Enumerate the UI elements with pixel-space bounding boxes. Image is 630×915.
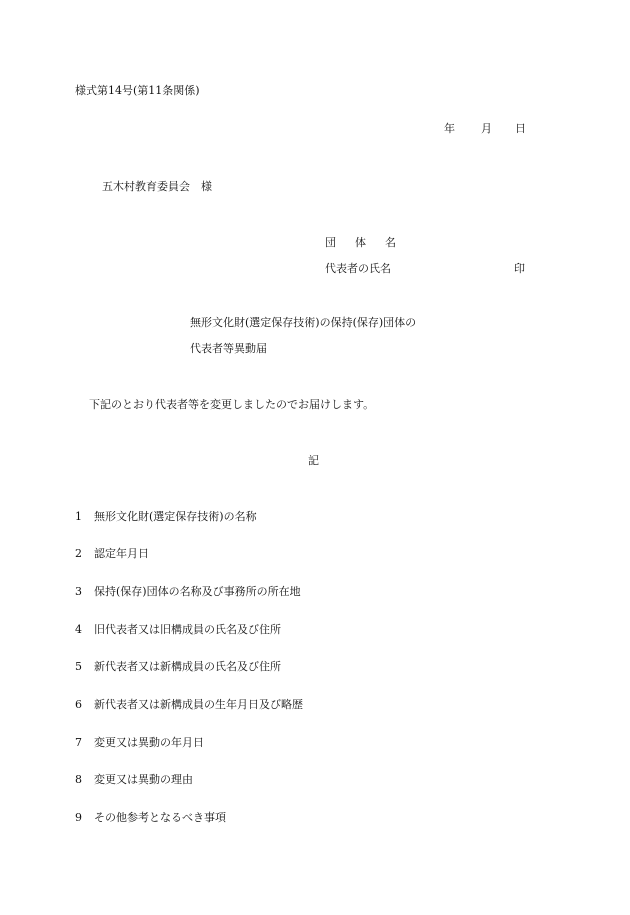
item-text: 認定年月日 xyxy=(94,547,149,560)
list-item xyxy=(75,510,257,524)
item-number: 3 xyxy=(75,585,82,598)
list-item xyxy=(75,811,226,825)
list-item xyxy=(75,547,149,561)
group-name-label-3: 名 xyxy=(385,236,396,249)
item-text: 保持(保存)団体の名称及び事務所の所在地 xyxy=(94,585,301,598)
date-year-label: 年 xyxy=(444,122,455,135)
document-title-line-2: 代表者等異動届 xyxy=(190,342,267,355)
item-number: 5 xyxy=(75,660,82,673)
item-number: 1 xyxy=(75,510,82,523)
item-text: 新代表者又は新構成員の氏名及び住所 xyxy=(94,660,281,673)
form-number: 様式第14号(第11条関係) xyxy=(75,84,200,97)
item-number: 7 xyxy=(75,736,82,749)
list-item xyxy=(75,736,204,750)
item-number: 6 xyxy=(75,698,82,711)
list-item xyxy=(75,698,303,712)
item-number: 8 xyxy=(75,773,82,786)
date-day-label: 日 xyxy=(515,122,526,135)
item-text: 変更又は異動の理由 xyxy=(94,773,193,786)
list-item xyxy=(75,773,193,787)
item-number: 9 xyxy=(75,811,82,824)
group-name-label-2: 体 xyxy=(355,236,366,249)
item-text: 無形文化財(選定保存技術)の名称 xyxy=(94,510,257,523)
representative-label: 代表者の氏名 xyxy=(325,262,391,275)
addressee: 五木村教育委員会 様 xyxy=(102,180,212,193)
item-number: 4 xyxy=(75,623,82,636)
list-item xyxy=(75,660,281,674)
seal-mark: 印 xyxy=(514,262,525,275)
list-item xyxy=(75,585,301,599)
item-text: 変更又は異動の年月日 xyxy=(94,736,204,749)
item-number: 2 xyxy=(75,547,82,560)
group-name-label-1: 団 xyxy=(325,236,336,249)
item-text: 新代表者又は新構成員の生年月日及び略歴 xyxy=(94,698,303,711)
body-text: 下記のとおり代表者等を変更しましたのでお届けします。 xyxy=(89,398,375,411)
item-text: 旧代表者又は旧構成員の氏名及び住所 xyxy=(94,623,281,636)
document-title-line-1: 無形文化財(選定保存技術)の保持(保存)団体の xyxy=(190,316,417,329)
item-text: その他参考となるべき事項 xyxy=(94,811,226,824)
ki-heading: 記 xyxy=(308,454,319,467)
date-month-label: 月 xyxy=(481,122,492,135)
list-item xyxy=(75,623,281,637)
